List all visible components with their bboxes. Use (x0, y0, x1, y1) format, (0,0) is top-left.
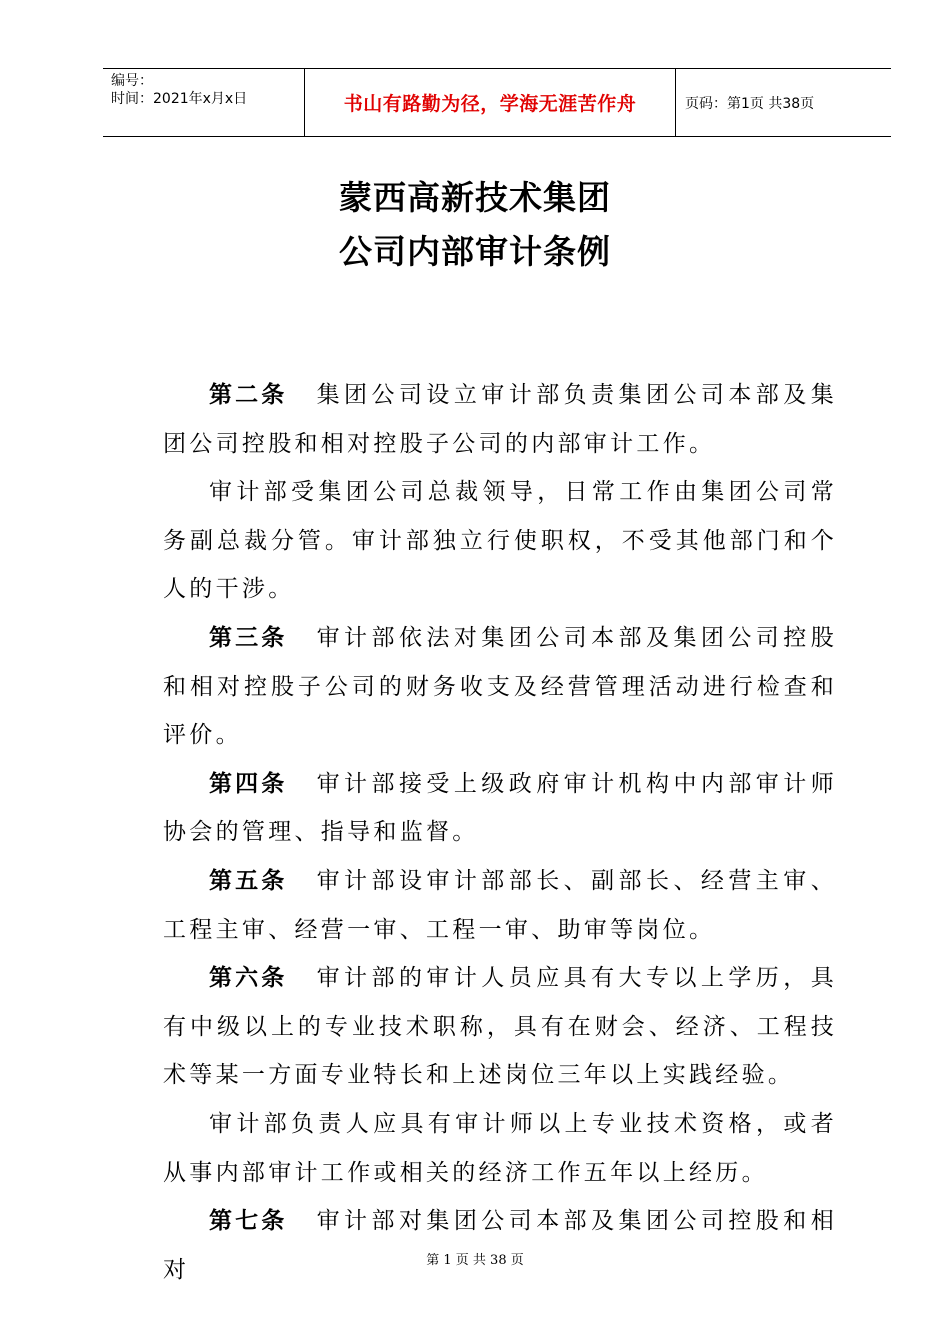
paragraph (163, 954, 837, 1100)
article-label: 第三条 (209, 624, 288, 651)
paragraph (163, 614, 837, 760)
document-body (163, 371, 837, 1294)
page-footer: 第 1 页 共 38 页 (426, 1253, 524, 1268)
document-title-line2: 公司内部审计条例 (339, 232, 611, 271)
time-label: 时间：2021年x月x日 (111, 91, 248, 107)
article-label: 第七条 (209, 1208, 288, 1235)
paragraph (163, 760, 837, 857)
paragraph-text: 审计部设审计部部长、副部长、经营主审、工程主审、经营一审、工程一审、助审等岗位。 (163, 867, 838, 943)
document-title-line1: 蒙西高新技术集团 (339, 178, 611, 217)
paragraph-text: 集团公司设立审计部负责集团公司本部及集团公司控股和相对控股子公司的内部审计工作。 (163, 382, 838, 457)
paragraph-text: 审计部对集团公司本部及集团公司控股和相对 (163, 1208, 838, 1283)
header-page-info: 页码：第1页 共38页 (685, 95, 815, 112)
header-left-cell (103, 69, 304, 136)
paragraph-text: 审计部接受上级政府审计机构中内部审计师协会的管理、指导和监督。 (163, 770, 838, 846)
article-label: 第四条 (209, 770, 288, 797)
paragraph (163, 371, 837, 468)
number-label: 编号： (111, 73, 153, 89)
paragraph (163, 468, 837, 614)
paragraph-text: 审计部受集团公司总裁领导，日常工作由集团公司常务副总裁分管。审计部独立行使职权，不受其他部门和个人的干涉。 (163, 479, 837, 603)
paragraph (163, 857, 837, 954)
paragraph (163, 1197, 837, 1294)
paragraph-text: 审计部依法对集团公司本部及集团公司控股和相对控股子公司的财务收支及经营管理活动进行检查和评价。 (163, 624, 838, 749)
paragraph-text: 审计部的审计人员应具有大专以上学历，具有中级以上的专业技术职称，具有在财会、经济、工程技术等某一方面专业特长和上述岗位三年以上实践经验。 (163, 965, 838, 1089)
article-label: 第六条 (209, 965, 288, 992)
header-motto: 书山有路勤为径，学海无涯苦作舟 (304, 69, 676, 136)
paragraph (163, 1100, 837, 1197)
article-label: 第五条 (209, 867, 288, 894)
article-label: 第二条 (209, 382, 288, 408)
paragraph-text: 审计部负责人应具有审计师以上专业技术资格，或者从事内部审计工作或相关的经济工作五年以上经历。 (163, 1110, 837, 1186)
document-header (103, 68, 891, 137)
